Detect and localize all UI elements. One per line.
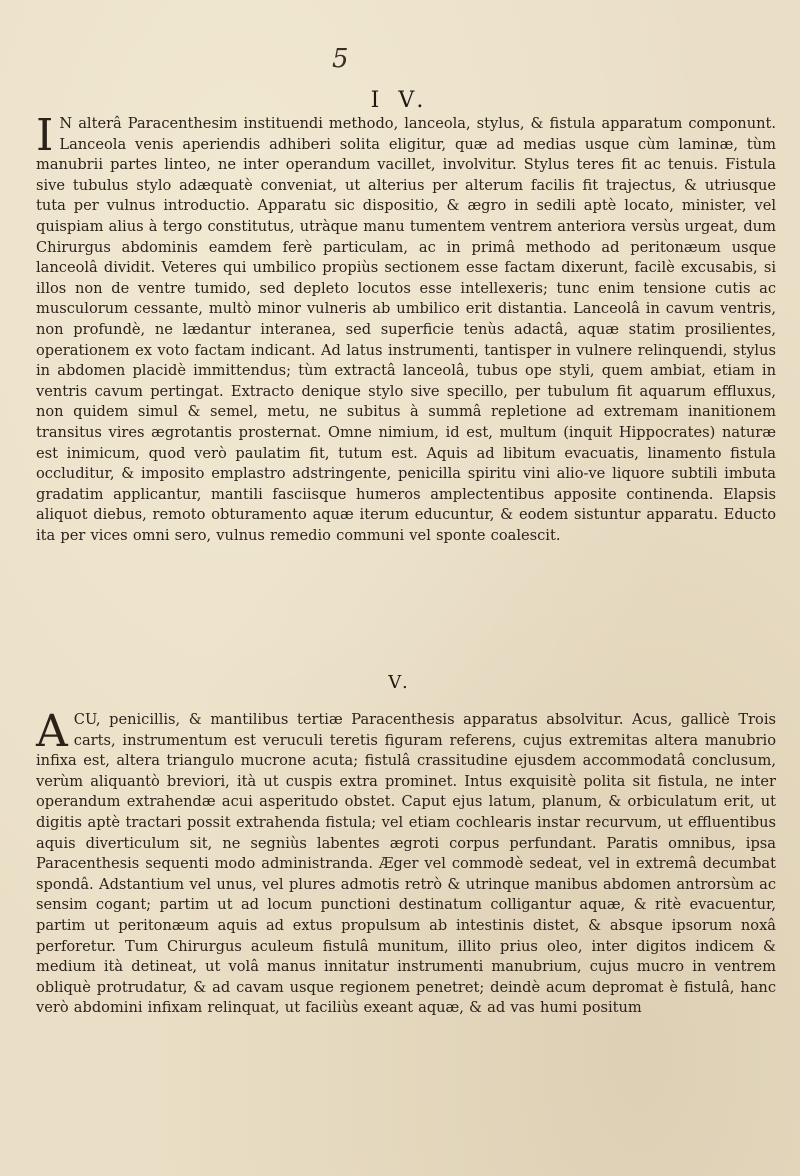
section-heading: I V. xyxy=(370,88,430,113)
paragraph-2 xyxy=(36,706,776,1019)
page-mark: 5 xyxy=(332,44,349,74)
drop-cap: A xyxy=(36,706,68,757)
drop-cap: I xyxy=(36,110,54,161)
paragraph-1 xyxy=(36,110,776,546)
paragraph-2-text: CU, penicillis, & mantilibus tertiæ Paracenthesis apparatus absolvitur. Acus, gallicè Trois carts, instrumentum est veruculi teretis figuram referens, cujus extremitas altera manubrio infixa est, altera triangulo mucrone acuta; fistulâ crassitudine ejusdem accommodatâ conclusum, verùm aliquantò breviori, ità ut cuspis extra prominet. Intus exquisitè polita sit fistula, ne inter operandum extrahendæ acui asperitudo obstet. Caput ejus latum, planum, & orbiculatum erit, ut digitis aptè tractari possit extrahenda fistula; vel etiam cochlearis instar recurvum, ut effluentibus aquis diverticulum sit, ne segniùs labentes ægroti corpus perfundant. Paratis omnibus, ipsa Paracenthesis sequenti modo administranda. Æger vel commodè sedeat, vel in extremâ decumbat spondâ. Adstantium vel unus, vel plures admotis retrò & utrinque manibus abdomen antrorsùm ac sensim cogant; partim ut ad locum punctioni destinatum colligantur aquæ, & ritè evacuentur, partim ut peritonæum aquis ad extus propulsum ab intestinis distet, & absque ipsorum noxâ perforetur. Tum Chirurgus aculeum fistulâ munitum, illito prius oleo, inter digitos indicem & medium ità detineat, ut volâ manus innitatur instrumenti manubrium, cujus mucro in ventrem obliquè protrudatur, & ad cavam usque regionem penetret; deindè acum depromat è fistulâ, hanc verò abdomini infixam relinquat, ut faciliùs exeant aquæ, & ad vas humi positum xyxy=(36,711,776,1017)
paragraph-1-text: N alterâ Paracenthesim instituendi methodo, lanceola, stylus, & fistula apparatum componunt. Lanceola venis aperiendis adhiberi solita eligitur, quæ ad medias usque cùm laminæ, tùm manubrii partes linteo, ne inter operandum vacillet, involvitur. Stylus teres fit ac tenuis. Fistula sive tubulus stylo adæquatè conveniat, ut alterius per alterum facilis fit trajectus, & utriusque tuta per vulnus introductio. Apparatu sic dispositio, & ægro in sedili aptè locato, minister, vel quispiam alius à tergo constitutus, utràque manu tumentem ventrem anteriora versùs urgeat, dum Chirurgus abdominis eamdem ferè particulam, ac in primâ methodo ad peritonæum usque lanceolâ dividit. Veteres qui umbilico propiùs sectionem esse factam dixerunt, facilè excusabis, si illos non de ventre tumido, sed depleto locutos esse intellexeris; tunc enim tensione cutis ac musculorum cessante, multò minor vulneris ab umbilico erit distantia. Lanceolâ in cavum ventris, non profundè, ne lædantur interanea, sed superficie tenùs adactâ, aquæ statim prosilientes, operationem ex voto factam indicant. Ad latus instrumenti, tantisper in vulnere relinquendi, stylus in abdomen placidè immittendus; tùm extractâ lanceolâ, tubus ope styli, quem ambiat, etiam in ventris cavum pertingat. Extracto denique stylo sive specillo, per tubulum fit aquarum effluxus, non quidem simul & semel, metu, ne subitus à summâ repletione ad extremam inanitionem transitus vires ægrotantis prosternat. Omne nimium, id est, multum (inquit Hippocrates) naturæ est inimicum, quod verò paulatim fit, tutum est. Aquis ad libitum evacuatis, linamento fistula occluditur, & imposito emplastro adstringente, penicilla spiritu vini alio-ve liquore subtili imbuta gradatim applicantur, mantili fasciisque humeros amplectentibus apposite continenda. Elapsis aliquot diebus, remoto obturamento aquæ iterum educuntur, & eodem sistuntur apparatu. Educto ita per vices omni sero, vulnus remedio communi vel sponte coalescit. xyxy=(36,115,776,544)
section-subheading: V. xyxy=(388,672,412,693)
